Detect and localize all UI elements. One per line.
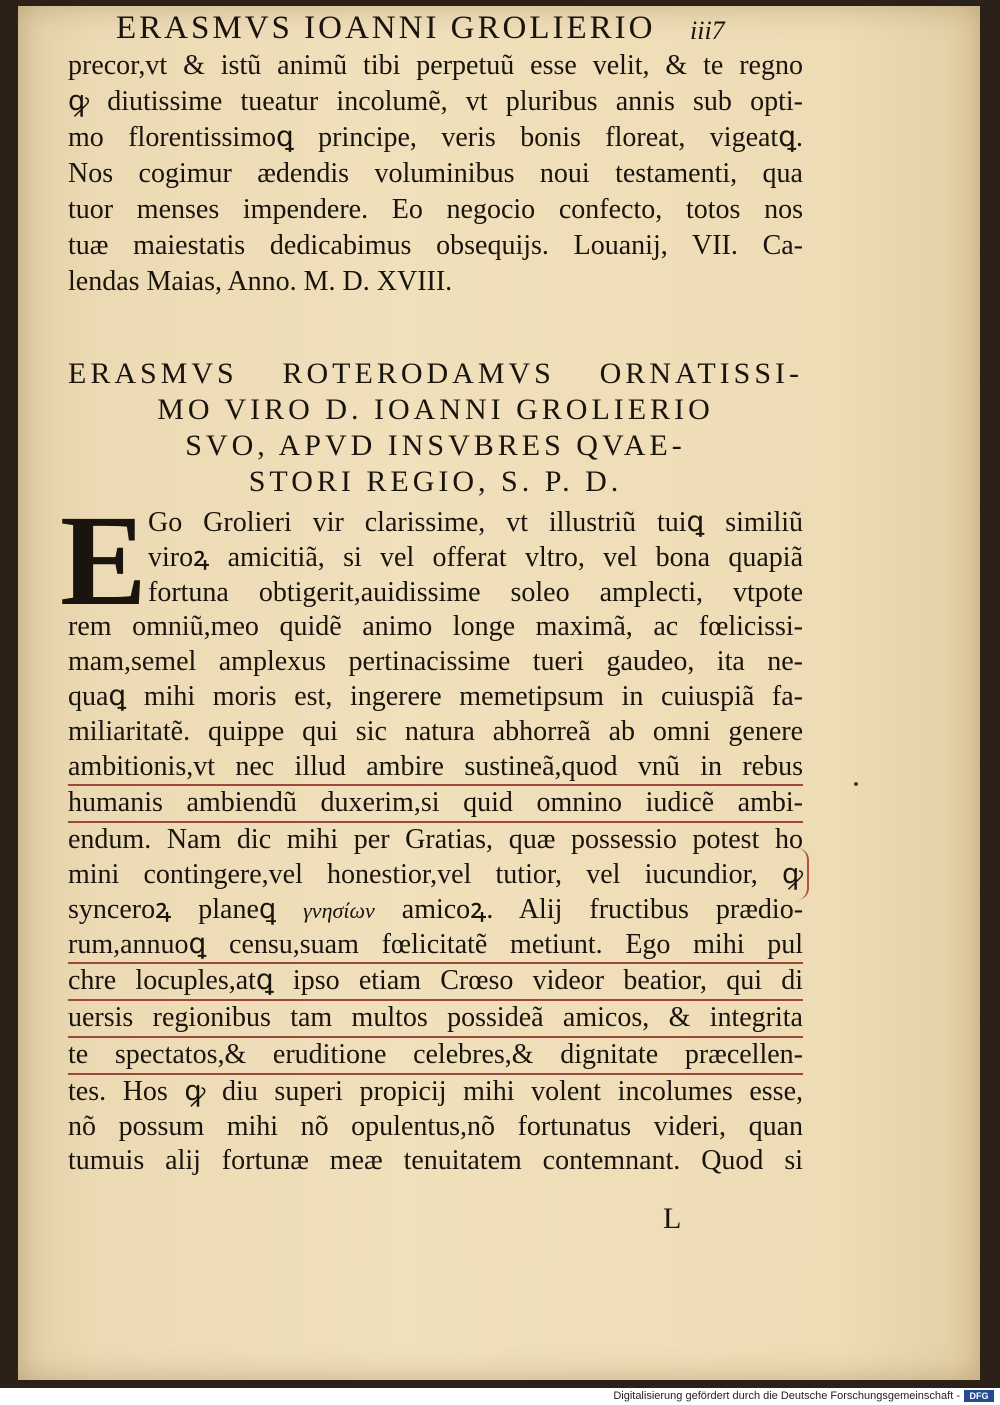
- text-line: Nos cogimur ædendis voluminibus noui testamenti, qua: [68, 158, 803, 189]
- letter2-text: [60, 489, 804, 1179]
- text-line: mo florentissimoꝗ principe, veris bonis floreat, vigeatꝗ.: [68, 122, 803, 153]
- folio-number: iii7: [690, 16, 725, 45]
- text-fragment: synceroꝝ planeꝗ: [68, 893, 277, 925]
- text-line: endum. Nam dic mihi per Gratias, quæ possessio potest ho: [68, 824, 803, 856]
- text-line: tumuis alij fortunæ meæ tenuitatem contemnant. Quod si: [68, 1145, 803, 1177]
- running-title: ERASMVS IOANNI GROLIERIO: [116, 10, 656, 46]
- heading-line: SVO, APVD INSVBRES QVAE-: [185, 429, 686, 462]
- text-fragment: amicoꝝ. Alij fructibus prædio-: [401, 893, 804, 925]
- text-line-underlined: chre locuples,atꝗ ipso etiam Crœso videor beatior, qui di: [68, 964, 803, 1001]
- text-line-greek: [68, 893, 803, 928]
- text-line-underlined: miliaritatẽ. quippe qui sic natura abhorreã ab omni genere: [68, 715, 803, 747]
- text-line: lendas Maias, Anno. M. D. XVIII.: [68, 266, 453, 297]
- margin-annotation: [793, 848, 809, 900]
- digitization-footer: [0, 1388, 1000, 1405]
- text-line: Go Grolieri vir clarissime, vt illustriũ tuiꝗ similiũ: [148, 507, 803, 538]
- text-line: nõ possum mihi nõ opulentus,nõ fortunatus videri, quan: [68, 1110, 803, 1142]
- text-line: fortuna obtigerit,auidissime soleo amplecti, vtpote: [148, 576, 803, 608]
- heading-line: MO VIRO D. IOANNI GROLIERIO: [157, 393, 714, 426]
- letter-heading: [68, 356, 803, 500]
- heading-line: ERASMVS ROTERODAMVS ORNATISSI-: [68, 357, 803, 390]
- greek-word: γνησίων: [303, 897, 375, 923]
- text-line: viroꝝ amicitiã, si vel offerat vltro, vel bona quapiã: [148, 541, 803, 573]
- text-line: tes. Hos ꝙ diu superi propicij mihi volent incolumes esse,: [68, 1075, 803, 1107]
- text-line-underlined: te spectatos,& eruditione celebres,& dignitate præcellen-: [68, 1038, 803, 1075]
- dfg-logo: DFG: [964, 1390, 994, 1402]
- heading-line: STORI REGIO, S. P. D.: [248, 465, 623, 498]
- text-line: mini contingere,vel honestior,vel tutior, vel iucundior, ꝙ: [68, 858, 803, 890]
- letter1-text: [68, 48, 803, 300]
- text-line: mam,semel amplexus pertinacissime tueri gaudeo, ita ne-: [68, 646, 803, 678]
- text-line: tuor menses impendere. Eo negocio confecto, totos nos: [68, 194, 803, 225]
- text-line-underlined: rum,annuoꝗ censu,suam fœlicitatẽ metiunt. Ego mihi pul: [68, 928, 803, 965]
- text-line: precor,vt & istũ animũ tibi perpetuũ esse velit, & te regno: [68, 50, 803, 81]
- text-line-underlined: humanis ambiendũ duxerim,si quid omnino iudicẽ ambi-: [68, 786, 803, 823]
- text-line: rem omniũ,meo quidẽ animo longe maximã, ac fœlicissi-: [68, 611, 803, 643]
- signature-mark: L: [663, 1202, 682, 1235]
- footer-credit: Digitalisierung gefördert durch die Deutsche Forschungsgemeinschaft -: [613, 1390, 960, 1402]
- text-line-underlined: uersis regionibus tam multos possideã amicos, & integrita: [68, 1001, 803, 1038]
- text-line: tuæ maiestatis dedicabimus obsequijs. Louanij, VII. Ca-: [68, 230, 803, 261]
- text-line: quaꝗ mihi moris est, ingerere memetipsum in cuiuspiã fa-: [68, 680, 803, 712]
- text-line: ꝙ diutissime tueatur incolumẽ, vt pluribus annis sub opti-: [68, 86, 803, 117]
- book-page: [18, 6, 980, 1380]
- decorated-initial: E: [60, 489, 147, 633]
- text-line-underlined: ambitionis,vt nec illud ambire sustineã,quod vnũ in rebus: [68, 750, 803, 787]
- ink-speck: [854, 782, 858, 786]
